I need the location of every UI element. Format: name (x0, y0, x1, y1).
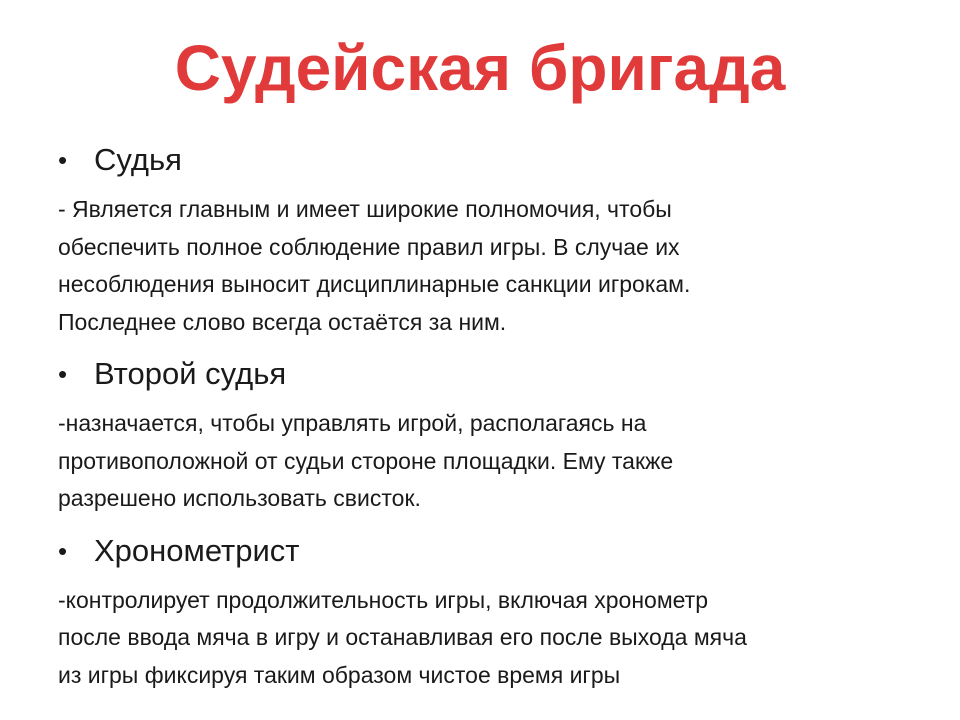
section-header (58, 526, 918, 576)
section-header (58, 135, 918, 185)
bullet-icon: • (58, 535, 68, 566)
section-heading: Хронометрист (94, 532, 300, 568)
section-heading: Второй судья (94, 356, 287, 391)
section-description: -контролирует продолжительность игры, включая хронометр после ввода мяча в игру и останавливая его после выхода мяча из игры фиксируя таким образом чистое время игры (58, 586, 747, 688)
section-judge (58, 135, 918, 341)
slide-title: Судейская бригада (174, 32, 786, 104)
bullet-icon: • (58, 145, 68, 175)
section-description: -назначается, чтобы управлять игрой, располагаясь на противоположной от судьи стороне площадки. Ему также разрешено использовать свисток. (58, 410, 674, 511)
section-description: - Является главным и имеет широкие полномочия, чтобы обеспечить полное соблюдение правил игры. В случае их несоблюдения выносит дисциплинарные санкции игрокам. Последнее слово всегда остаётся за ним. (58, 196, 691, 335)
section-heading: Судья (94, 142, 182, 177)
section-second-judge (58, 349, 918, 518)
section-timekeeper (58, 526, 918, 695)
bullet-icon: • (58, 359, 68, 389)
slide-content (58, 135, 918, 702)
section-header (58, 349, 918, 399)
